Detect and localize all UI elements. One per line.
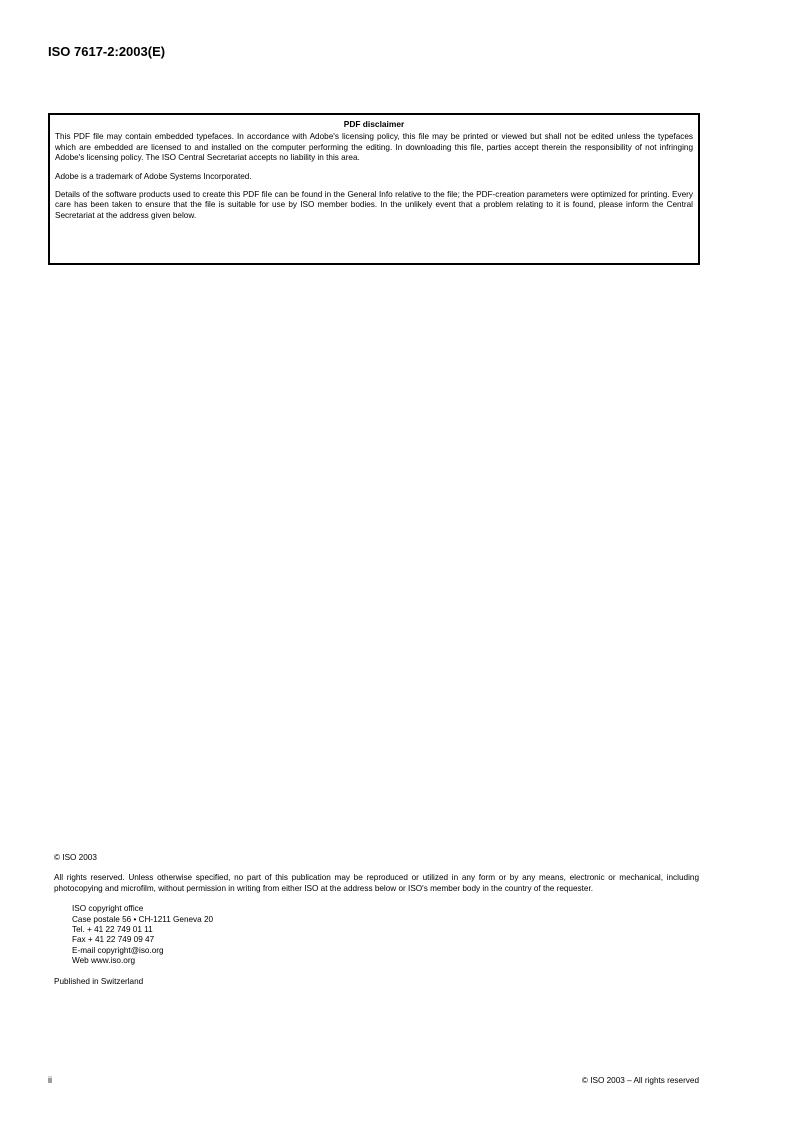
rights-reserved-text: All rights reserved. Unless otherwise specified, no part of this publication may be reproduced or utilized in any form or by any means, electronic or mechanical, including photocopying and microfilm, without permission in writing from either ISO at the address below or ISO's member body in the country of the requester. (54, 873, 699, 893)
address-line-postal: Case postale 56 • CH-1211 Geneva 20 (72, 914, 214, 924)
copyright-notice: © ISO 2003 (54, 853, 97, 862)
page-number: ii (48, 1075, 52, 1085)
copyright-office-address (72, 904, 699, 966)
address-line-email: E-mail copyright@iso.org (72, 945, 164, 955)
disclaimer-paragraph-details: Details of the software products used to create this PDF file can be found in the General Info relative to the file; the PDF-creation parameters were optimized for printing. Every care has been taken to ensure that the file is suitable for use by ISO member bodies. In the unlikely event that a problem relating to it is found, please inform the Central Secretariat at the address given below. (55, 190, 693, 220)
disclaimer-paragraph-typefaces: This PDF file may contain embedded typefaces. In accordance with Adobe's licensing policy, this file may be printed or viewed but shall not be edited unless the typefaces which are embedded are licensed to and installed on the computer performing the editing. In downloading this file, parties accept therein the responsibility of not infringing Adobe's licensing policy. The ISO Central Secretariat accepts no liability in this area. (55, 132, 693, 163)
address-line-web: Web www.iso.org (72, 956, 136, 966)
address-line-tel: Tel. + 41 22 749 01 11 (72, 925, 153, 935)
disclaimer-paragraph-trademark: Adobe is a trademark of Adobe Systems Incorporated. (55, 171, 252, 181)
document-id-header: ISO 7617-2:2003(E) (48, 44, 166, 59)
pdf-disclaimer-box (48, 113, 700, 265)
published-in: Published in Switzerland (54, 976, 144, 986)
address-line-office: ISO copyright office (72, 904, 144, 914)
disclaimer-title: PDF disclaimer (343, 119, 405, 129)
address-line-fax: Fax + 41 22 749 09 47 (72, 935, 155, 945)
copyright-block (54, 853, 699, 987)
footer-copyright: © ISO 2003 – All rights reserved (581, 1076, 699, 1085)
